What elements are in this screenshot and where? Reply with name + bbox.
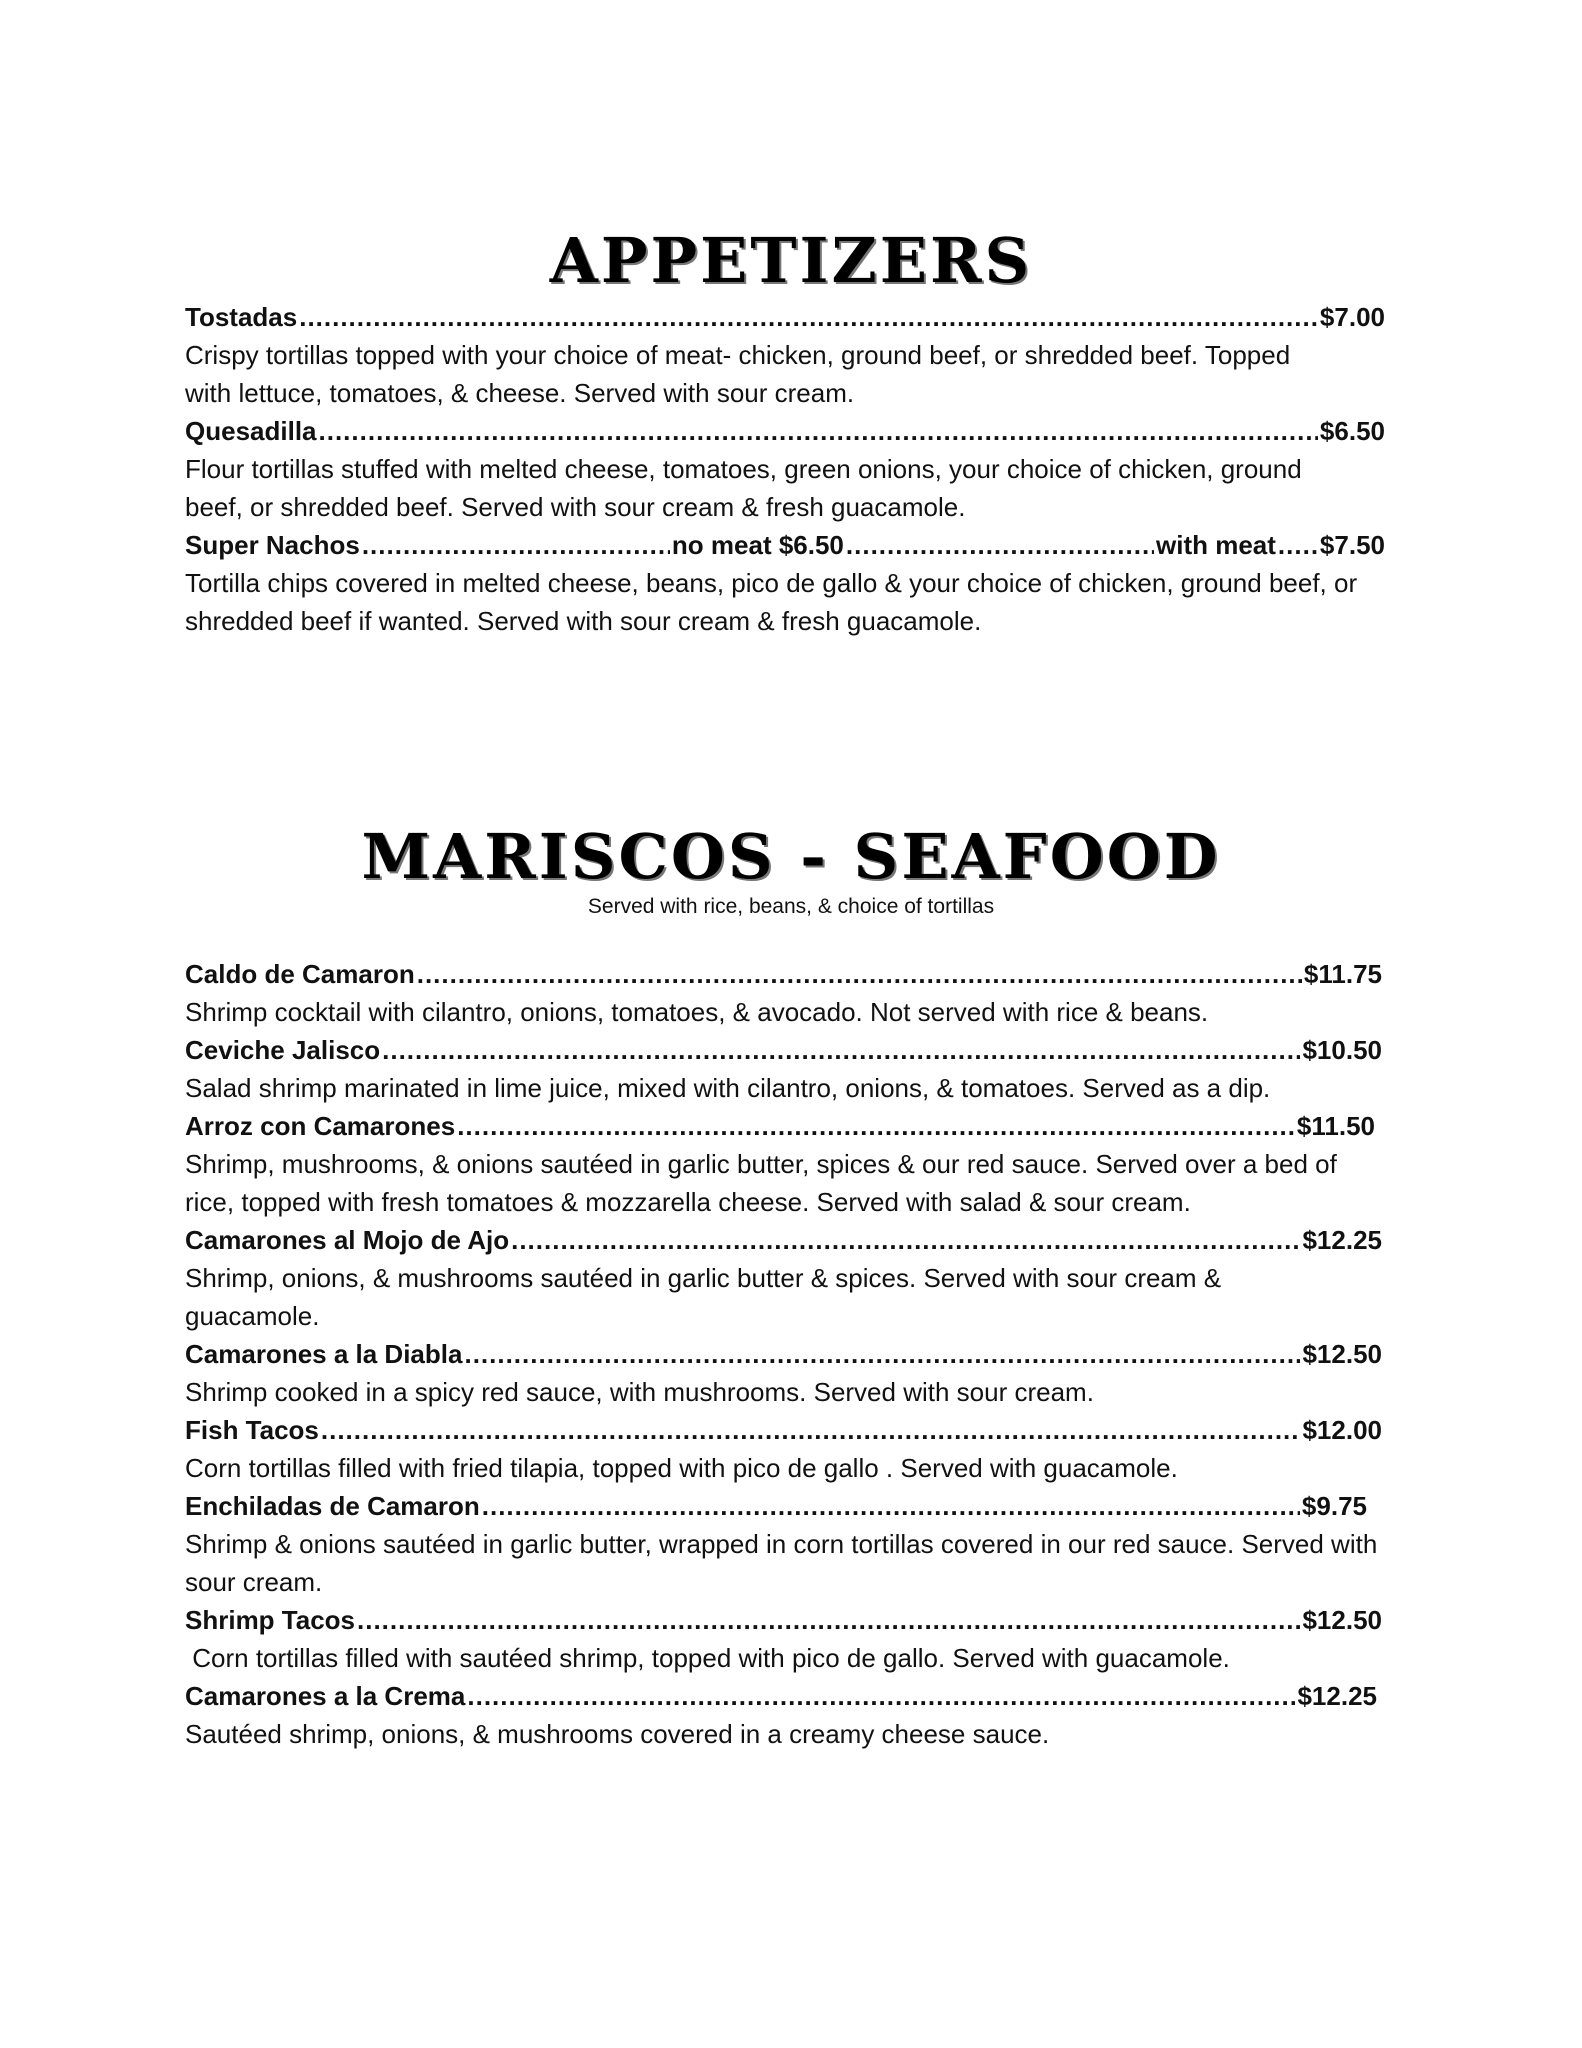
item-price: $10.50	[1302, 1035, 1382, 1065]
leader-dots	[464, 1335, 1300, 1373]
leader-dots	[1278, 526, 1318, 564]
menu-item	[185, 298, 1385, 412]
menu-item	[185, 1411, 1382, 1487]
leader-dots	[299, 298, 1318, 336]
leader-dots	[467, 1677, 1295, 1715]
leader-dots	[319, 412, 1318, 450]
leader-dots	[482, 1487, 1300, 1525]
item-price: $7.50	[1319, 530, 1385, 560]
menu-item	[185, 1031, 1382, 1107]
item-name: Caldo de Camaron	[185, 959, 415, 989]
item-price: $12.00	[1302, 1415, 1382, 1445]
item-header	[185, 1335, 1382, 1373]
item-header	[185, 1487, 1367, 1525]
appetizers-title: APPETIZERS	[549, 224, 1033, 297]
menu-item	[185, 955, 1382, 1031]
item-header	[185, 1221, 1382, 1259]
item-name: Ceviche Jalisco	[185, 1035, 381, 1065]
menu-item	[185, 412, 1385, 526]
item-price: $12.25	[1297, 1681, 1377, 1711]
menu-item	[185, 1221, 1382, 1335]
appetizers-list	[185, 298, 1385, 640]
item-header	[185, 298, 1385, 336]
item-header	[185, 1411, 1382, 1449]
item-header	[185, 1677, 1377, 1715]
leader-dots	[382, 1031, 1300, 1069]
menu-item	[185, 1107, 1382, 1221]
item-name: Fish Tacos	[185, 1415, 319, 1445]
item-description: Tortilla chips covered in melted cheese, beans, pico de gallo & your choice of chicken, ground beef, or shredded beef if wanted. Served with sour cream & fresh guacamole.	[185, 568, 1358, 636]
item-description: Shrimp cocktail with cilantro, onions, tomatoes, & avocado. Not served with rice & beans.	[185, 997, 1209, 1027]
item-name: Camarones al Mojo de Ajo	[185, 1225, 510, 1255]
leader-dots	[321, 1411, 1301, 1449]
item-price: $6.50	[1319, 416, 1385, 446]
item-price: $12.25	[1302, 1225, 1382, 1255]
item-header	[185, 1601, 1382, 1639]
item-name: Tostadas	[185, 302, 298, 332]
seafood-title: MARISCOS - SEAFOOD	[361, 820, 1221, 893]
item-name: Camarones a la Diabla	[185, 1339, 463, 1369]
item-name: Super Nachos	[185, 530, 360, 560]
item-price: $11.50	[1296, 1111, 1375, 1141]
leader-dots	[846, 526, 1154, 564]
item-description: Corn tortillas filled with fried tilapia, topped with pico de gallo . Served with guacamole.	[185, 1453, 1178, 1483]
leader-dots	[362, 526, 670, 564]
item-header	[185, 1107, 1375, 1145]
no-meat-price: no meat $6.50	[671, 530, 844, 560]
item-description: Shrimp & onions sautéed in garlic butter, wrapped in corn tortillas covered in our red sauce. Served with sour cream.	[185, 1529, 1378, 1597]
leader-dots	[357, 1601, 1300, 1639]
item-description: Crispy tortillas topped with your choice of meat- chicken, ground beef, or shredded beef. Topped with lettuce, tomatoes, & cheese. Served with sour cream.	[185, 340, 1291, 408]
menu-item	[185, 1335, 1382, 1411]
item-name: Arroz con Camarones	[185, 1111, 456, 1141]
seafood-subtitle: Served with rice, beans, & choice of tortillas	[587, 895, 995, 918]
item-name: Quesadilla	[185, 416, 317, 446]
menu-item	[185, 1601, 1382, 1677]
item-price: $12.50	[1302, 1605, 1382, 1635]
item-description: Shrimp, mushrooms, & onions sautéed in garlic butter, spices & our red sauce. Served over a bed of rice, topped with fresh tomatoes & mozzarella cheese. Served with salad & sour cream.	[185, 1149, 1337, 1217]
item-description: Shrimp, onions, & mushrooms sautéed in garlic butter & spices. Served with sour cream & guacamole.	[185, 1263, 1222, 1331]
menu-item	[185, 526, 1385, 640]
item-name: Enchiladas de Camaron	[185, 1491, 480, 1521]
item-header	[185, 1031, 1382, 1069]
item-description: Salad shrimp marinated in lime juice, mixed with cilantro, onions, & tomatoes. Served as a dip.	[185, 1073, 1271, 1103]
with-meat-label: with meat	[1156, 530, 1276, 560]
item-price: $11.75	[1303, 959, 1382, 989]
item-name: Shrimp Tacos	[185, 1605, 356, 1635]
item-description: Flour tortillas stuffed with melted cheese, tomatoes, green onions, your choice of chicken, ground beef, or shredded beef. Served with sour cream & fresh guacamole.	[185, 454, 1302, 522]
item-price: $12.50	[1302, 1339, 1382, 1369]
menu-item	[185, 1487, 1382, 1601]
item-description: Shrimp cooked in a spicy red sauce, with mushrooms. Served with sour cream.	[185, 1377, 1094, 1407]
menu-item	[185, 1677, 1382, 1753]
leader-dots	[457, 1107, 1295, 1145]
item-description: Sautéed shrimp, onions, & mushrooms covered in a creamy cheese sauce.	[185, 1719, 1050, 1749]
seafood-list	[185, 955, 1382, 1753]
item-header	[185, 955, 1382, 993]
leader-dots	[511, 1221, 1300, 1259]
item-price: $7.00	[1319, 302, 1385, 332]
item-header	[185, 412, 1385, 450]
item-name: Camarones a la Crema	[185, 1681, 466, 1711]
leader-dots	[417, 955, 1302, 993]
item-description: Corn tortillas filled with sautéed shrimp, topped with pico de gallo. Served with guacamole.	[185, 1643, 1230, 1673]
item-price: $9.75	[1301, 1491, 1367, 1521]
item-header	[185, 526, 1385, 564]
